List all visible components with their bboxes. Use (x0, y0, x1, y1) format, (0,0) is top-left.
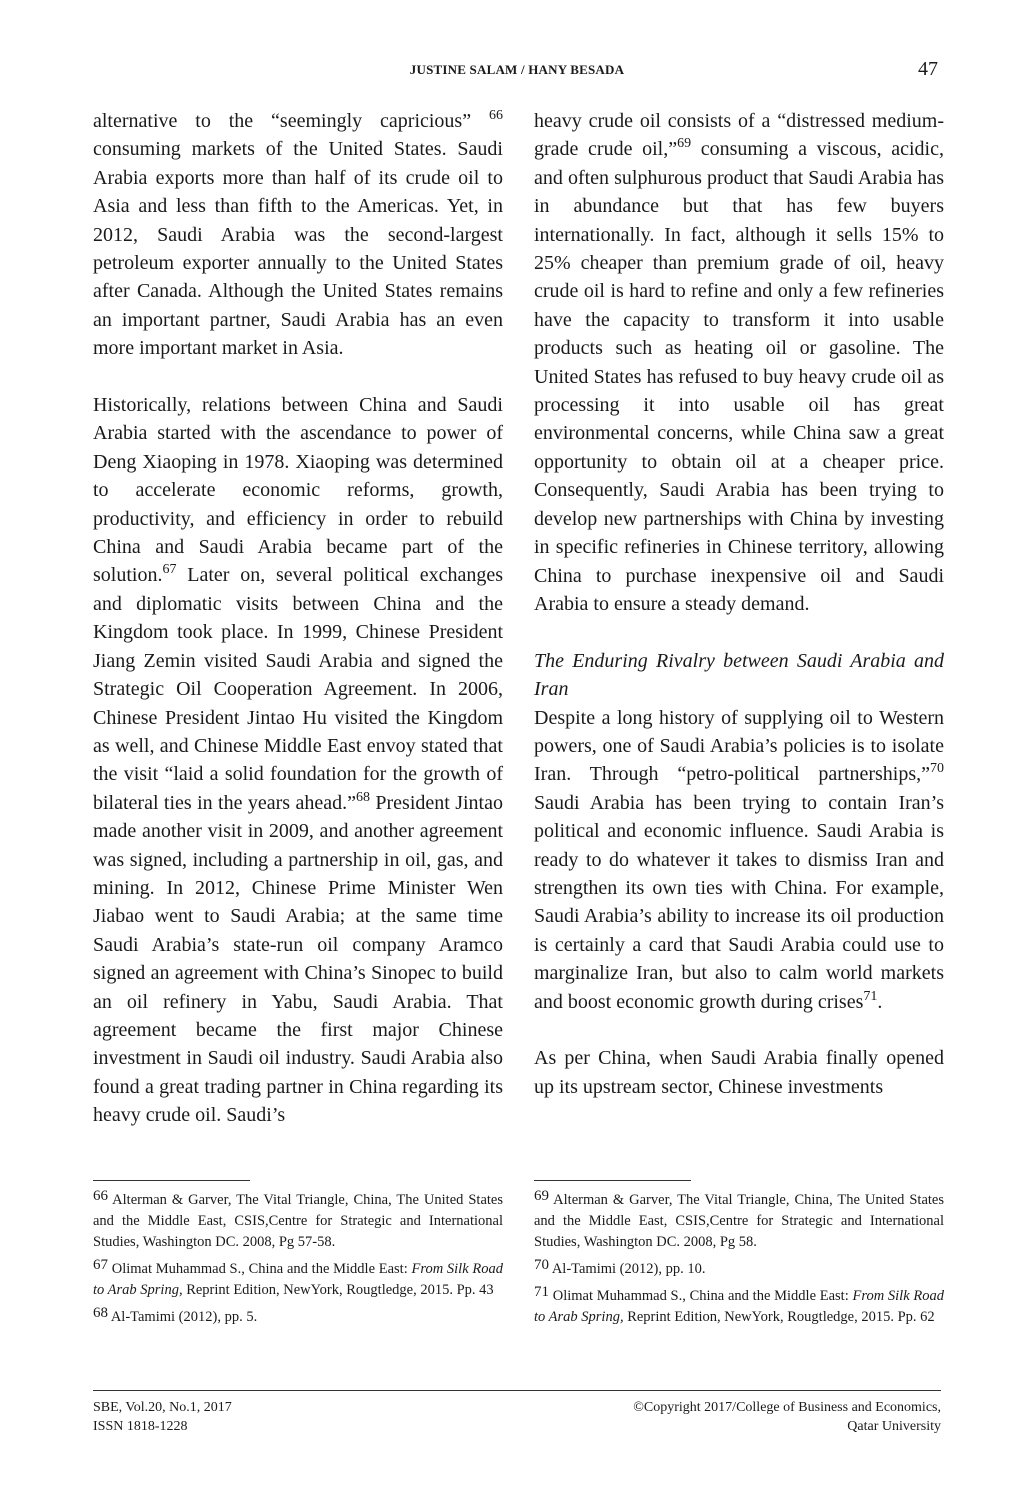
footnote-number: 68 (93, 1305, 108, 1321)
footer-copyright-line: ©Copyright 2017/College of Business and Economics, (633, 1400, 941, 1415)
footnote-number: 69 (534, 1188, 549, 1204)
footnote-number: 71 (534, 1284, 549, 1300)
footnote-number: 70 (534, 1257, 549, 1273)
paragraph: As per China, when Saudi Arabia finally opened up its upstream sector, Chinese investments (534, 1047, 944, 1098)
footnote-text: Al-Tamimi (2012), pp. 5. (108, 1309, 258, 1325)
footer-issn: ISSN 1818-1228 (93, 1419, 188, 1434)
footnote-ref: 71 (863, 988, 878, 1004)
footnote (534, 1186, 944, 1253)
footnote-title: From Silk Road to Arab Spring, (93, 1261, 503, 1298)
footer-copyright (541, 1398, 941, 1436)
text-run: consuming a viscous, acidic, and often sulphurous product that Saudi Arabia has in abundance but that has few buyers internationally. In fact, although it sells 15% to 25% cheaper than premium grade of oil, heavy crude oil is hard to refine and only a few refineries have the capacity to transform it into usable products such as heating oil or gasoline. The United States has refused to buy heavy crude oil as processing it into usable oil has great environmental concerns, while China saw a great opportunity to obtain oil at a cheaper price. Consequently, Saudi Arabia has been trying to develop new partnerships with China by investing in specific refineries in Chinese territory, allowing China to purchase inexpensive oil and Saudi Arabia to ensure a steady demand. (534, 138, 944, 615)
footnote (534, 1282, 944, 1328)
paragraph (534, 704, 944, 1016)
footnote-text: Reprint Edition, NewYork, Rougtledge, 2015. Pp. 43 (182, 1282, 494, 1298)
footnote-rule (93, 1180, 250, 1181)
text-run: President Jintao made another visit in 2009, and another agreement was signed, including a partnership in oil, gas, and mining. In 2012, Chinese Prime Minister Wen Jiabao went to Saudi Arabia; at the same time Saudi Arabia’s state-run oil company Aramco signed an agreement with China’s Sinopec to build an oil refinery in Yabu, Saudi Arabia. That agreement became the first major Chinese investment in Saudi oil industry. Saudi Arabia also found a great trading partner in China regarding its heavy crude oil. Saudi’s (93, 791, 503, 1127)
paragraph (93, 391, 503, 1130)
text-run: Saudi Arabia has been trying to contain Iran’s political and economic influence. Saudi Arabia is ready to do whatever it takes to dismiss Iran and strengthen its own ties with China. For example, Saudi Arabia’s ability to increase its oil production is certainly a card that Saudi Arabia could use to marginalize Iran, but also to calm world markets and boost economic growth during crises (534, 791, 944, 1013)
footnote-title: From Silk Road to Arab Spring, (534, 1288, 944, 1325)
footnotes-right (534, 1186, 944, 1330)
footer-rule (93, 1390, 941, 1391)
text-run: Despite a long history of supplying oil to Western powers, one of Saudi Arabia’s policies is to isolate Iran. Through “petro-political partnerships,” (534, 706, 944, 786)
footnote-number: 67 (93, 1257, 108, 1273)
footnotes-left (93, 1186, 503, 1330)
page-number: 47 (918, 58, 938, 80)
text-run: Later on, several political exchanges and diplomatic visits between China and the Kingdom took place. In 1999, Chinese President Jiang Zemin visited Saudi Arabia and signed the Strategic Oil Cooperation Agreement. In 2006, Chinese President Jintao Hu visited the Kingdom as well, and Chinese Middle East envoy stated that the visit “laid a solid foundation for the growth of bilateral ties in the years ahead.” (93, 564, 503, 814)
text-run: . (877, 990, 883, 1013)
footnote (93, 1303, 503, 1328)
footnote-number: 66 (93, 1188, 108, 1204)
right-column (534, 107, 944, 1101)
footer-institution: Qatar University (847, 1419, 941, 1434)
footer-volume: SBE, Vol.20, No.1, 2017 (93, 1400, 232, 1415)
footer-journal-info (93, 1398, 232, 1436)
footnote (534, 1255, 944, 1280)
text-run: consuming markets of the United States. Saudi Arabia exports more than half of its crude oil to Asia and less than fifth to the Americas. Yet, in 2012, Saudi Arabia was the second-largest petroleum exporter annually to the United States after Canada. Although the United States remains an important partner, Saudi Arabia has an even more important market in Asia. (93, 138, 503, 360)
text-run: Historically, relations between China and Saudi Arabia started with the ascendance to power of Deng Xiaoping in 1978. Xiaoping was determined to accelerate economic reforms, growth, productivity, and efficiency in order to rebuild China and Saudi Arabia became part of the solution. (93, 394, 503, 587)
footnote (93, 1255, 503, 1301)
footnote-ref: 68 (355, 789, 370, 805)
left-column (93, 107, 503, 1130)
paragraph (534, 107, 944, 618)
paragraph (93, 107, 503, 363)
footnote-text: Alterman & Garver, The Vital Triangle, China, The United States and the Middle East, CSIS,Centre for Strategic and International Studies, Washington DC. 2008, Pg 58. (534, 1192, 944, 1250)
footnote (93, 1186, 503, 1253)
running-head: JUSTINE SALAM / HANY BESADA (409, 62, 625, 77)
text-run: alternative to the “seemingly capricious” (93, 110, 489, 132)
footnote-ref: 67 (162, 562, 177, 578)
footnote-text: Olimat Muhammad S., China and the Middle East: (108, 1261, 412, 1277)
text-run: heavy crude oil consists of a “distressed medium-grade crude oil,” (534, 110, 944, 161)
footnote-rule (534, 1180, 691, 1181)
footnote-text: Reprint Edition, NewYork, Rougtledge, 2015. Pp. 62 (623, 1309, 935, 1325)
footnote-ref: 69 (677, 136, 692, 152)
footnote-text: Alterman & Garver, The Vital Triangle, China, The United States and the Middle East, CSIS,Centre for Strategic and International Studies, Washington DC. 2008, Pg 57-58. (93, 1192, 503, 1250)
footnote-ref: 70 (930, 761, 944, 777)
footnote-ref: 66 (489, 108, 503, 123)
section-heading: The Enduring Rivalry between Saudi Arabia and Iran (534, 649, 944, 701)
footnote-text: Olimat Muhammad S., China and the Middle East: (549, 1288, 853, 1304)
footnote-text: Al-Tamimi (2012), pp. 10. (549, 1261, 706, 1277)
